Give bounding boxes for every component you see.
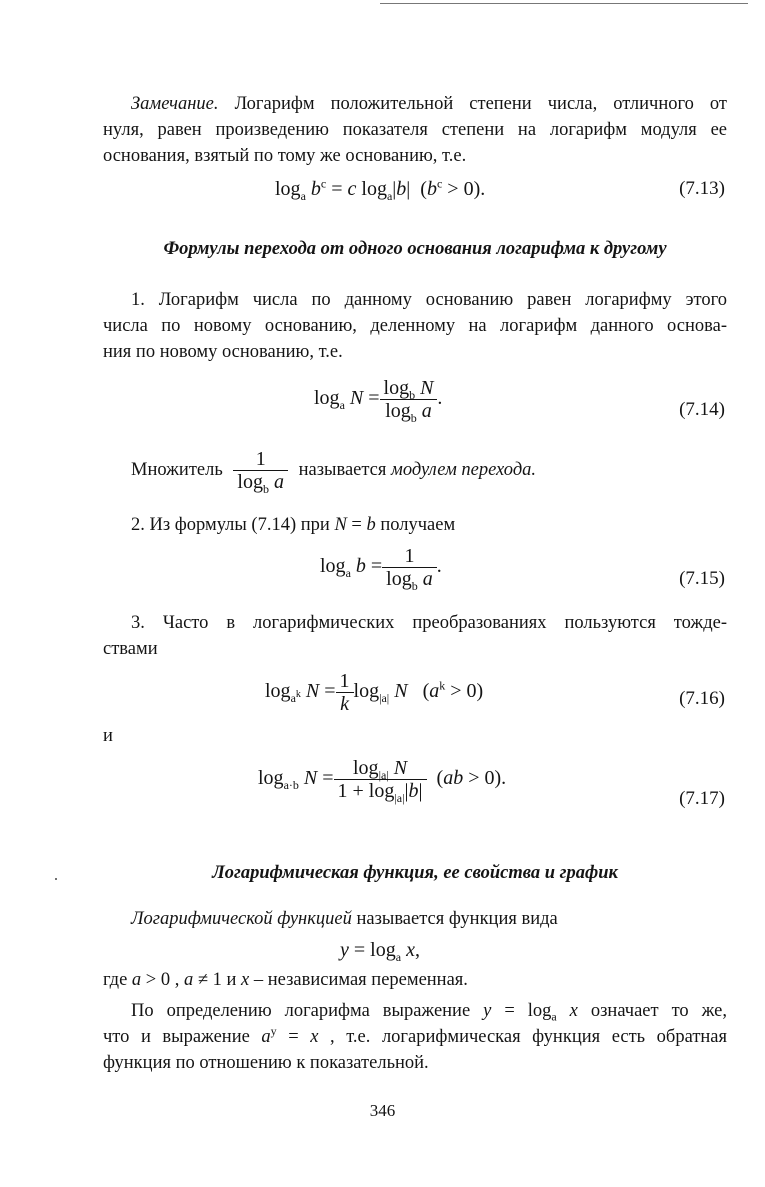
page-number: 346: [369, 1101, 396, 1120]
section-heading-log-function: Логарифмическая функция, ее свойства и график: [212, 863, 618, 883]
where-line: где a > 0 , a ≠ 1 и x – независимая переменная.: [103, 970, 468, 990]
formula-7-13: $\log_a b^c = c$ $\log_a|b|$ $(b^c > 0)$.: [275, 176, 486, 203]
definition-line: Логарифмической функцией называется функция вида: [131, 909, 558, 929]
equation-number-7-15: (7.15): [679, 568, 725, 589]
formula-7-15: $\log_a b$ = $\frac{1}{\log_b a}$ .: [320, 545, 442, 593]
definition-term: Логарифмической функцией: [131, 909, 352, 929]
final-line-2: что и выражение $a^y = x$ , т.е. логарифмическая функция есть обратная: [103, 1023, 728, 1047]
final-line-3: функция по отношению к показательной.: [103, 1053, 429, 1073]
item-3-line-2: ствами: [103, 639, 158, 659]
remark-paragraph: [103, 91, 727, 169]
remark-label: Замечание.: [131, 94, 219, 114]
formula-log-function: $y = \log_a x$,: [340, 939, 420, 964]
multiplier-fraction: $\frac{1}{\log_b a}$: [233, 448, 288, 493]
multiplier-line: [131, 448, 537, 496]
item-1-line-2: числа по новому основанию, деленному на логарифм данного основа-: [103, 316, 727, 336]
final-line-1: По определению логарифма выражение $y = \log_a x$ означает то же,: [131, 1001, 727, 1024]
final-paragraph: [103, 998, 727, 1076]
multiplier-term: модулем перехода.: [391, 459, 537, 480]
multiplier-prefix: Множитель: [131, 459, 223, 480]
equation-number-7-16: (7.16): [679, 688, 725, 709]
equation-number-7-14: (7.14): [679, 399, 725, 420]
equation-number-7-17: (7.17): [679, 788, 725, 809]
formula-7-14: $\log_a N$ = $\frac{\log_b N}{\log_b a}$ .: [314, 377, 443, 425]
remark-line-2: нуля, равен произведению показателя степени на логарифм модуля ее: [103, 120, 727, 140]
formula-7-17: $\log_{a\cdot b} N$ = $\frac{\log_{|a|} N}{1 + \log_{|a|}|b|}$ (ab > 0).: [258, 757, 507, 805]
stray-mark: [55, 878, 57, 880]
remark-line-3: основания, взятый по тому же основанию, т.е.: [103, 146, 467, 166]
section-heading-change-of-base: Формулы перехода от одного основания логарифма к другому: [163, 239, 667, 259]
remark-line-1: Замечание. Логарифм положительной степени числа, отличного от: [131, 94, 727, 114]
item-3-paragraph: [103, 610, 727, 662]
item-3-line-1: 3. Часто в логарифмических преобразованиях пользуются тожде-: [131, 613, 727, 633]
equation-number-7-13: (7.13): [679, 178, 725, 199]
and-word: и: [103, 726, 113, 746]
multiplier-middle: называется: [298, 459, 387, 480]
item-1-line-1: 1. Логарифм числа по данному основанию равен логарифму этого: [131, 290, 727, 310]
item-1-line-3: ния по новому основанию, т.е.: [103, 342, 343, 362]
item-2-line: 2. Из формулы (7.14) при N = b получаем: [131, 515, 456, 535]
top-rule: [380, 3, 748, 4]
item-1-paragraph: [103, 287, 727, 365]
formula-7-16: $\log_{a^k} N$ = $\frac{1}{k}$ $\log_{|a|} N$ $(a^k > 0)$: [265, 670, 484, 715]
